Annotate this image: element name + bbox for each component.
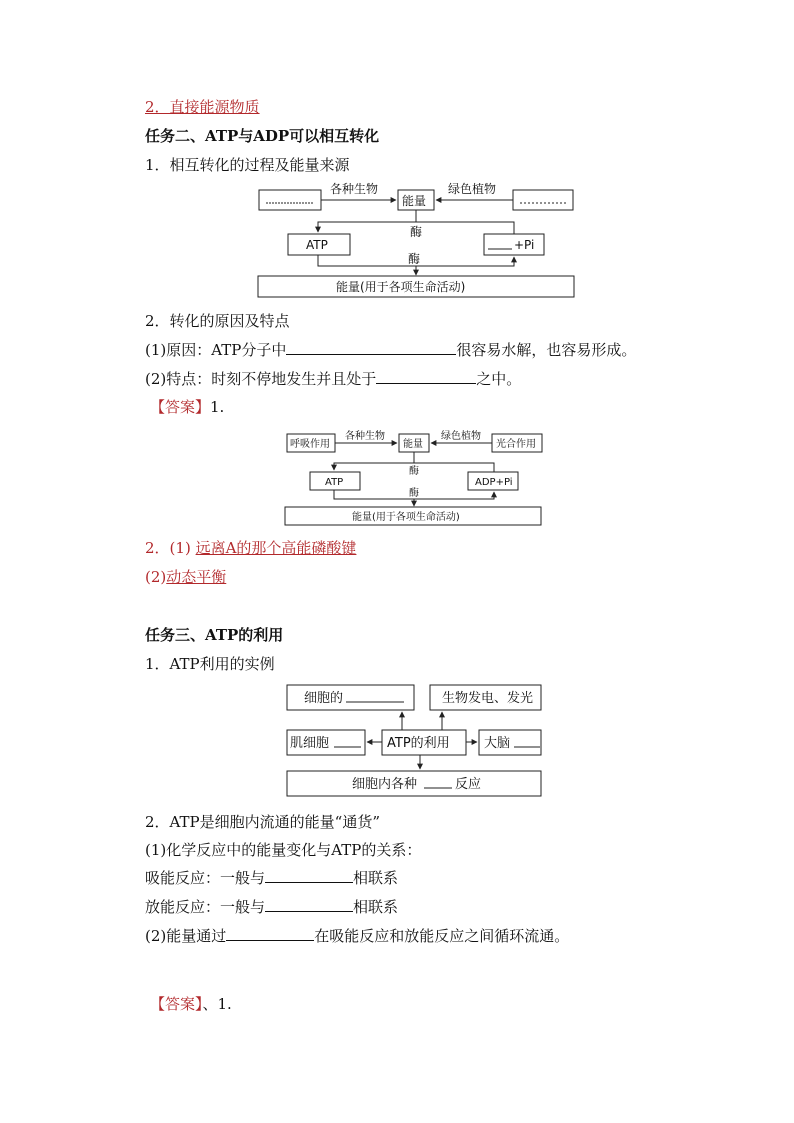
answer-tag: 【答案】 xyxy=(150,995,203,1013)
task2-question-2: 2．转化的原因及特点 xyxy=(145,312,290,330)
label-adp-pi: ADP+Pi xyxy=(475,477,513,488)
answer-2-2: (2)动态平衡 xyxy=(145,568,227,586)
diagram2-labels xyxy=(290,429,536,523)
task3-question-2: 2．ATP是细胞内流通的能量“通货” xyxy=(145,813,380,831)
blank-box-right xyxy=(513,190,573,210)
label-all-organisms: 各种生物 xyxy=(345,431,385,442)
task3-title: 任务三、ATP的利用 xyxy=(145,626,284,644)
answer-tag: 【答案】 xyxy=(150,398,211,416)
answer-1: 【答案】1. xyxy=(150,398,225,416)
item-2-direct-energy: 2．直接能源物质 xyxy=(145,98,260,116)
task2-question-2-2: (2)特点：时刻不停地发生并且处于 之中。 xyxy=(145,370,522,388)
label-brain: 大脑 xyxy=(484,736,511,751)
label-atp: ATP xyxy=(325,477,344,488)
answer-2-1: 2．(1) 远离A的那个高能磷酸键 xyxy=(145,539,357,557)
label-energy: 能量 xyxy=(403,439,423,450)
diagram1-labels xyxy=(306,181,534,294)
label-all-organisms: 各种生物 xyxy=(330,182,379,196)
label-enzyme: 酶 xyxy=(409,466,419,477)
label-enzyme: 酶 xyxy=(409,488,419,499)
task3-question-2-1: (1)化学反应中的能量变化与ATP的关系： xyxy=(145,841,422,859)
task3-question-1: 1．ATP利用的实例 xyxy=(145,655,275,673)
label-reactions-b: 反应 xyxy=(455,777,482,792)
label-atp-use: ATP的利用 xyxy=(387,736,450,751)
label-reactions-a: 细胞内各种 xyxy=(352,777,418,792)
label-green-plants: 绿色植物 xyxy=(441,431,481,442)
label-enzyme: 酶 xyxy=(408,252,421,266)
label-energy: 能量 xyxy=(402,194,427,208)
exergonic-line: 放能反应：一般与 相联系 xyxy=(145,898,399,916)
label-cell: 细胞的 xyxy=(304,691,344,706)
label-photosynthesis: 光合作用 xyxy=(496,439,536,450)
label-muscle-cell: 肌细胞 xyxy=(290,736,330,751)
task3-question-2-2: (2)能量通过 在吸能反应和放能反应之间循环流通。 xyxy=(145,927,570,945)
endergonic-line: 吸能反应：一般与 相联系 xyxy=(145,869,399,887)
diagram3-labels xyxy=(290,690,533,792)
label-pi: +Pi xyxy=(514,238,535,252)
blank-box-left xyxy=(259,190,321,210)
task2-question-1: 1．相互转化的过程及能量来源 xyxy=(145,156,350,174)
task2-title: 任务二、ATP与ADP可以相互转化 xyxy=(145,127,380,145)
task2-question-2-1: (1)原因：ATP分子中 很容易水解，也容易形成。 xyxy=(145,341,637,359)
label-respiration: 呼吸作用 xyxy=(290,439,330,450)
label-enzyme: 酶 xyxy=(410,225,423,239)
label-bioelectricity: 生物发电、发光 xyxy=(442,691,534,706)
answer-3: 【答案】、1. xyxy=(150,995,232,1013)
label-green-plants: 绿色植物 xyxy=(448,182,497,196)
label-energy-use: 能量(用于各项生命活动) xyxy=(352,512,460,523)
label-atp: ATP xyxy=(306,238,328,252)
label-energy-use: 能量(用于各项生命活动) xyxy=(336,280,466,294)
